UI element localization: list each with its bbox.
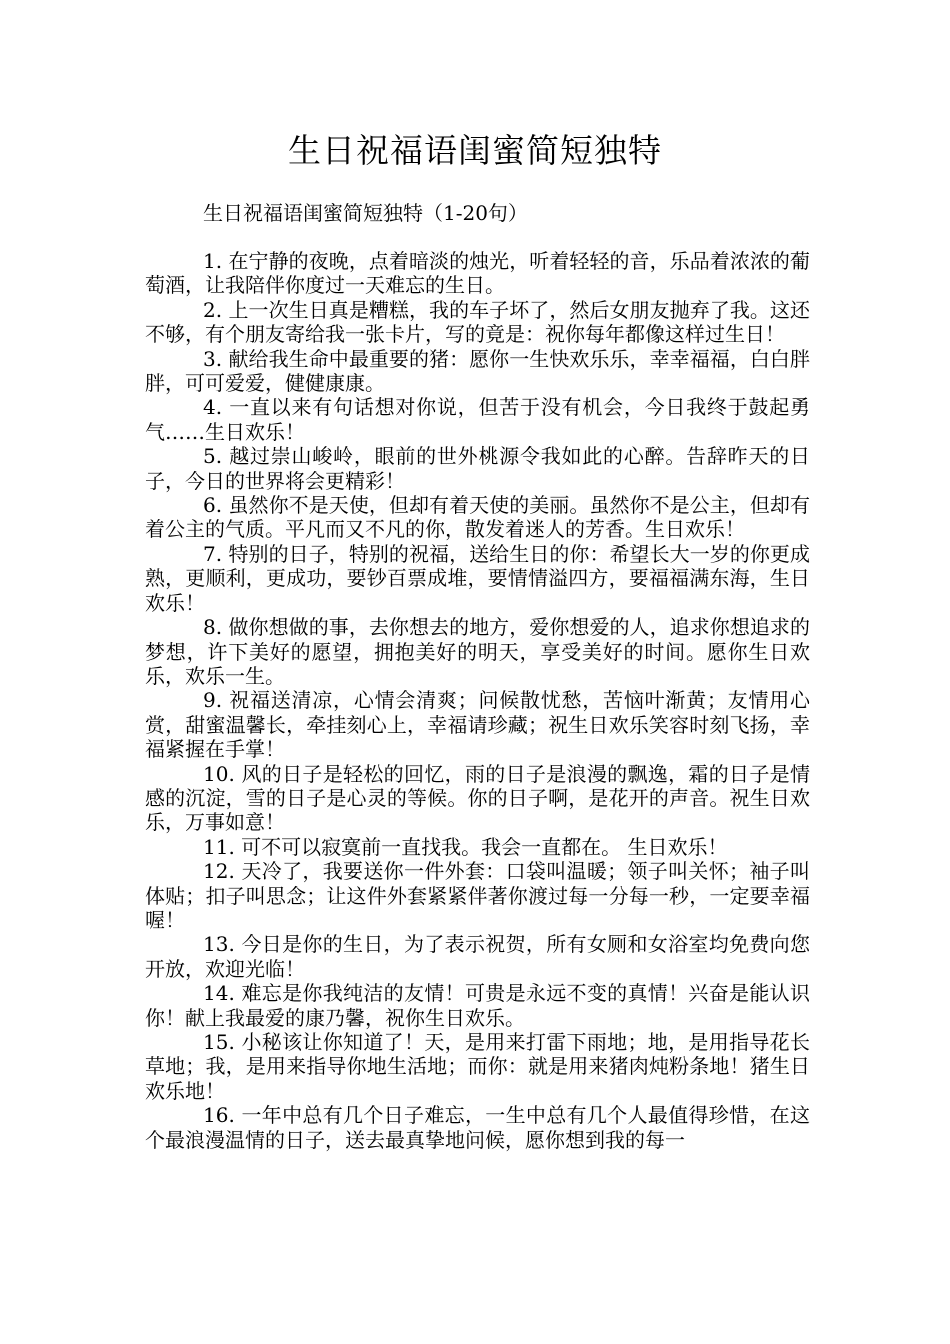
paragraph-16: 16. 一年中总有几个日子难忘，一生中总有几个人最值得珍惜，在这个最浪漫温情的日子，送去最真挚地问候，愿你想到我的每一 <box>145 1103 810 1152</box>
document-body <box>145 249 810 1152</box>
paragraph-2: 2. 上一次生日真是糟糕，我的车子坏了，然后女朋友抛弃了我。这还不够，有个朋友寄给我一张卡片，写的竟是：祝你每年都像这样过生日！ <box>145 297 810 347</box>
paragraph-3: 3. 献给我生命中最重要的猪：愿你一生快欢乐乐，幸幸福福，白白胖胖，可可爱爱，健健康康。 <box>145 346 810 396</box>
paragraph-13: 13. 今日是你的生日，为了表示祝贺，所有女厕和女浴室均免费向您开放，欢迎光临！ <box>145 932 810 981</box>
document-title: 生日祝福语闺蜜简短独特 <box>288 131 662 170</box>
paragraph-14: 14. 难忘是你我纯洁的友情！可贵是永远不变的真情！兴奋是能认识你！献上我最爱的康乃馨，祝你生日欢乐。 <box>145 981 810 1030</box>
paragraph-11: 11. 可不可以寂寞前一直找我。我会一直都在。 生日欢乐！ <box>203 834 728 859</box>
paragraph-12: 12. 天冷了，我要送你一件外套：口袋叫温暖；领子叫关怀；袖子叫体贴；扣子叫思念；让这件外套紧紧伴著你渡过每一分每一秒，一定要幸福喔！ <box>145 859 810 932</box>
paragraph-6: 6. 虽然你不是天使，但却有着天使的美丽。虽然你不是公主，但却有着公主的气质。平凡而又不凡的你，散发着迷人的芳香。生日欢乐！ <box>145 493 810 542</box>
paragraph-4: 4. 一直以来有句话想对你说，但苦于没有机会，今日我终于鼓起勇气……生日欢乐！ <box>145 395 810 444</box>
paragraph-10: 10. 风的日子是轻松的回忆，雨的日子是浪漫的飘逸，霜的日子是情感的沉淀，雪的日子是心灵的等候。你的日子啊，是花开的声音。祝生日欢乐，万事如意！ <box>145 761 810 835</box>
document-subtitle: 生日祝福语闺蜜简短独特（1-20句） <box>203 201 528 225</box>
paragraph-7: 7. 特别的日子，特别的祝福，送给生日的你：希望长大一岁的你更成熟，更顺利，更成功，要钞百票成堆，要情情溢四方，要福福满东海，生日欢乐！ <box>145 541 810 615</box>
paragraph-5: 5. 越过崇山峻岭，眼前的世外桃源令我如此的心醉。告辞昨天的日子，今日的世界将会更精彩！ <box>145 444 810 493</box>
paragraph-9: 9. 祝福送清凉，心情会清爽；问候散忧愁，苦恼叶渐黄；友情用心赏，甜蜜温馨长，牵挂刻心上，幸福请珍藏；祝生日欢乐笑容时刻飞扬，幸福紧握在手掌！ <box>145 688 810 762</box>
paragraph-8: 8. 做你想做的事，去你想去的地方，爱你想爱的人，追求你想追求的梦想，许下美好的愿望，拥抱美好的明天，享受美好的时间。愿你生日欢乐，欢乐一生。 <box>145 615 810 688</box>
paragraph-1: 1. 在宁静的夜晚，点着暗淡的烛光，听着轻轻的音，乐品着浓浓的葡萄酒，让我陪伴你度过一天难忘的生日。 <box>145 249 810 298</box>
paragraph-15: 15. 小秘该让你知道了！天，是用来打雷下雨地；地，是用指导花长草地；我，是用来指导你地生活地；而你：就是用来猪肉炖粉条地！猪生日欢乐地！ <box>145 1030 810 1103</box>
